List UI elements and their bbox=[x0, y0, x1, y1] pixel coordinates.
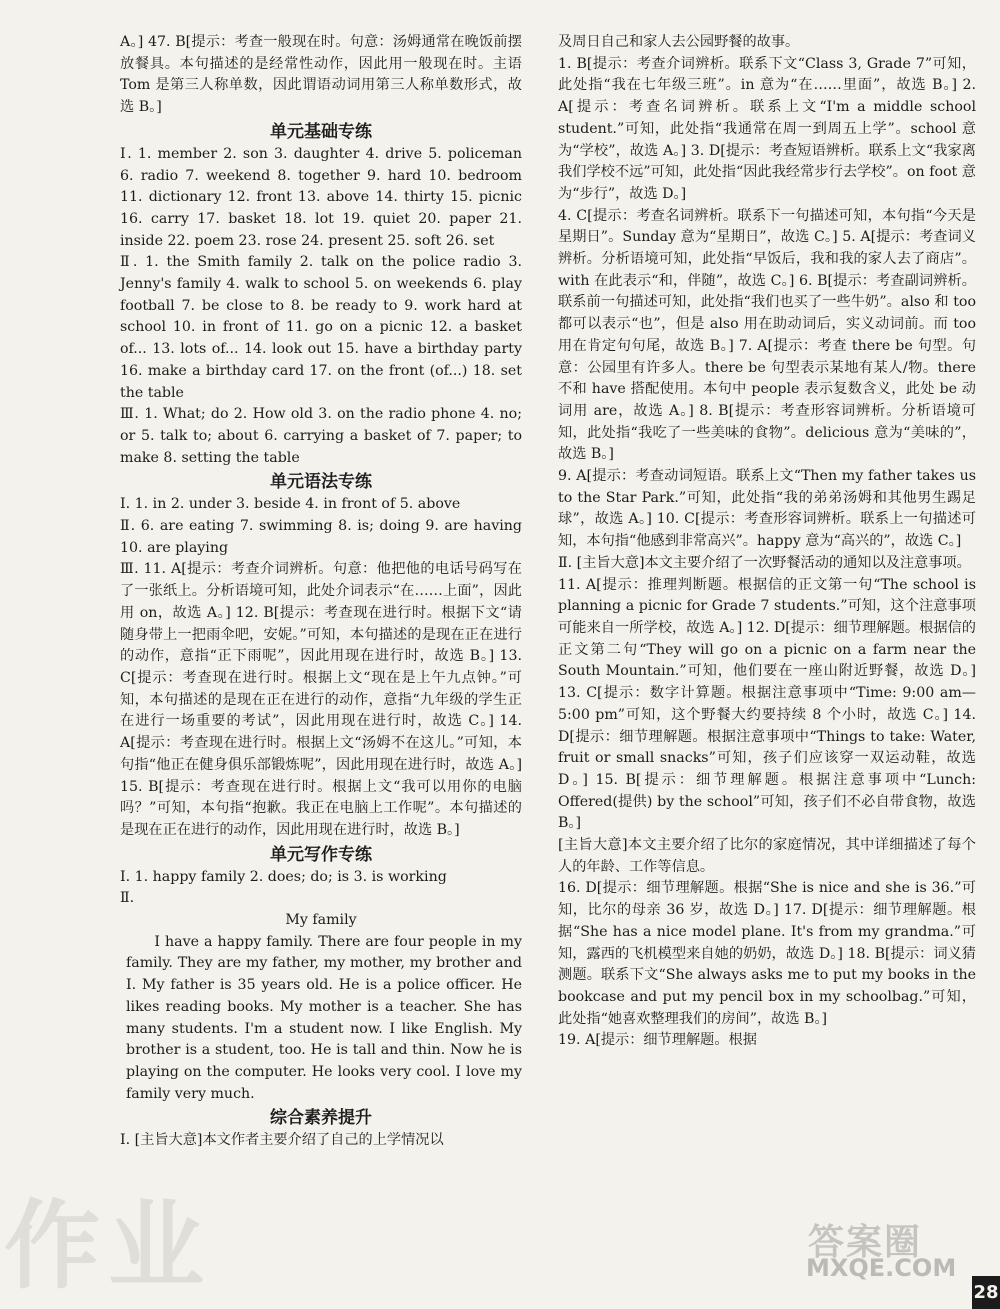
section-heading: 单元写作专练 bbox=[270, 844, 372, 865]
watermark-left: 作业 bbox=[4, 1190, 212, 1302]
answer-paragraph: Ⅱ. 6. are eating 7. swimming 8. is; doing 9. are having 10. are playing bbox=[120, 518, 522, 556]
answer-paragraph: 11. A[提示：推理判断题。根据信的正文第一句“The school is planning a picnic for Grade 7 students.”可知，这个注意事项可能来自一所学校，故选 A。] 12. D[提示：细节理解题。根据信的正文第二句“They will go on a picnic on a farm near the South Mountain.”可知，他们要在一座山附近野餐，故选 D。] 13. C[提示：数字计算题。根据注意事项中“Time: 9:00 am—5:00 pm”可知，这个野餐大约要持续 8 个小时，故选 C。] 14. D[提示：细节理解题。根据注意事项中“Things to take: Water, fruit or small snacks”可知，孩子们应该穿一双运动鞋，故选 D。] 15. B[提示：细节理解题。根据注意事项中“Lunch: Offered(提供) by the school”可知，孩子们不必自带食物，故选 B。] bbox=[558, 576, 976, 832]
answer-paragraph: Ⅰ. 1. member 2. son 3. daughter 4. drive 5. policeman 6. radio 7. weekend 8. together 9. hard 10. bedroom 11. dictionary 12. front 13. above 14. thirty 15. picnic 16. carry 17. basket 18. lot 19. quiet 20. paper 21. inside 22. poem 23. rose 24. present 25. soft 26. set bbox=[120, 145, 522, 249]
right-column bbox=[558, 32, 976, 1052]
answer-paragraph: 16. D[提示：细节理解题。根据“She is nice and she is 36.”可知，比尔的母亲 36 岁，故选 D。] 17. D[提示：细节理解题。根据“She has a nice model plane. It's from my grandma.”可知，露西的飞机模型来自她的奶奶，故选 D。] 18. B[提示：词义猜测题。联系下文“She always asks me to put my books in the bookcase and put my pencil box in my schoolbag.”可知，此处指“她喜欢整理我们的房间”，故选 B。] bbox=[558, 880, 976, 1027]
answer-paragraph: Ⅱ. [主旨大意]本文主要介绍了一次野餐活动的通知以及注意事项。 bbox=[558, 554, 971, 571]
answer-paragraph: 4. C[提示：考查名词辨析。联系下一句描述可知，本句指“今天是星期日”。Sunday 意为“星期日”，故选 C。] 5. A[提示：考查词义辨析。分析语境可知，此处指“早饭后，我和我的家人去了商店”。with 在此表示“和，伴随”，故选 C。] 6. B[提示：考查副词辨析。联系前一句描述可知，此处指“我们也买了一些牛奶”。also 和 too 都可以表示“也”，但是 also 用在助动词后，实义动词前。而 too 用在肯定句句尾，故选 B。] 7. A[提示：考查 there be 句型。句意：公园里有许多人。there be 句型表示某地有某人/物。there 不和 have 搭配使用。本句中 people 表示复数含义，此处 be 动词用 are，故选 A。] 8. B[提示：考查形容词辨析。分析语境可知，此处指“我吃了一些美味的食物”。delicious 意为“美味的”，故选 B。] bbox=[558, 207, 976, 463]
answer-paragraph: Ⅲ. 11. A[提示：考查介词辨析。句意：他把他的电话号码写在了一张纸上。分析语境可知，此处介词表示“在……上面”，因此用 on，故选 A。] 12. B[提示：考查现在进行时。根据下文“请随身带上一把雨伞吧，安妮。”可知，本句描述的是现在正在进行的动作，意指“正下雨呢”，因此用现在进行时，故选 B。] 13. C[提示：考查现在进行时。根据上文“现在是上午九点钟。”可知，本句描述的是现在正在进行的动作，意指“九年级的学生正在进行一场重要的考试”，因此用现在进行时，故选 C。] 14. A[提示：考查现在进行时。根据上文“汤姆不在这儿。”可知，本句指“他正在健身俱乐部锻炼呢”，因此用现在进行时，故选 A。] 15. B[提示：考查现在进行时。根据上文“我可以用你的电脑吗？”可知，本句指“抱歉。我正在电脑上工作呢”。本句描述的是现在正在进行的动作，因此用现在进行时，故选 B。] bbox=[120, 561, 522, 838]
watermark-site: MXQE.COM bbox=[806, 1254, 957, 1282]
essay-title: My family bbox=[285, 912, 357, 929]
section-heading: 单元语法专练 bbox=[270, 472, 372, 493]
answer-paragraph: Ⅱ. 1. the Smith family 2. talk on the police radio 3. Jenny's family 4. walk to school 5. on weekends 6. play football 7. be close to 8. be ready to 9. work hard at school 10. in front of 11. go on a picnic 12. a basket of... 13. lots of... 14. look out 15. have a birthday party 16. make a birthday card 17. on the front (of...) 18. set the table bbox=[120, 254, 522, 401]
page-number: 28 bbox=[972, 1276, 1000, 1309]
answer-paragraph: A。] 47. B[提示：考查一般现在时。句意：汤姆通常在晚饭前摆放餐具。本句描述的是经常性动作，因此用一般现在时。主语 Tom 是第三人称单数，因此谓语动词用第三人称单数形式，故选 B。] bbox=[120, 34, 522, 116]
section-heading: 单元基础专练 bbox=[270, 121, 372, 142]
answer-paragraph: 1. B[提示：考查介词辨析。联系下文“Class 3, Grade 7”可知，此处指“我在七年级三班”。in 意为“在……里面”，故选 B。] 2. A[提示：考查名词辨析。联系上文“I'm a middle school student.”可知，此处指“我通常在周一到周五上学”。school 意为“学校”，故选 A。] 3. D[提示：考查短语辨析。联系上文“我家离我们学校不远”可知，此处指“因此我经常步行去学校”。on foot 意为“步行”，故选 D。] bbox=[558, 55, 976, 202]
answer-paragraph: Ⅰ. [主旨大意]本文作者主要介绍了自己的上学情况以 bbox=[120, 1132, 444, 1149]
left-column bbox=[120, 32, 522, 1152]
answer-paragraph: Ⅲ. 1. What; do 2. How old 3. on the radio phone 4. no; or 5. talk to; about 6. carrying a basket of 7. paper; to make 8. setting the table bbox=[120, 406, 522, 466]
section-heading: 综合素养提升 bbox=[270, 1108, 372, 1129]
answer-paragraph: Ⅰ. 1. happy family 2. does; do; is 3. is working bbox=[120, 868, 447, 885]
answer-paragraph: I have a happy family. There are four people in my family. They are my father, my mother, my brother and I. My father is 35 years old. He is a police officer. He likes reading books. My mother is a teacher. She has many students. I'm a student now. I like English. My brother is a student, too. He is tall and thin. Now he is playing on the computer. He looks very cool. I love my family very much. bbox=[126, 933, 522, 1102]
answer-paragraph: 及周日自己和家人去公园野餐的故事。 bbox=[558, 34, 800, 50]
answer-paragraph: 9. A[提示：考查动词短语。联系上文“Then my father takes us to the Star Park.”可知，此处指“我的弟弟汤姆和其他男生踢足球”，故选 A。] 10. C[提示：考查形容词辨析。联系上一句描述可知，本句指“他感到非常高兴”。happy 意为“高兴的”，故选 C。] bbox=[558, 468, 976, 550]
answer-paragraph: [主旨大意]本文主要介绍了比尔的家庭情况，其中详细描述了每个人的年龄、工作等信息。 bbox=[558, 837, 976, 875]
watermark-chinese: 答案圈 bbox=[808, 1222, 923, 1263]
answer-paragraph: Ⅰ. 1. in 2. under 3. beside 4. in front of 5. above bbox=[120, 496, 461, 513]
answer-paragraph: Ⅱ. bbox=[120, 890, 135, 907]
answer-paragraph: 19. A[提示：细节理解题。根据 bbox=[558, 1032, 757, 1049]
